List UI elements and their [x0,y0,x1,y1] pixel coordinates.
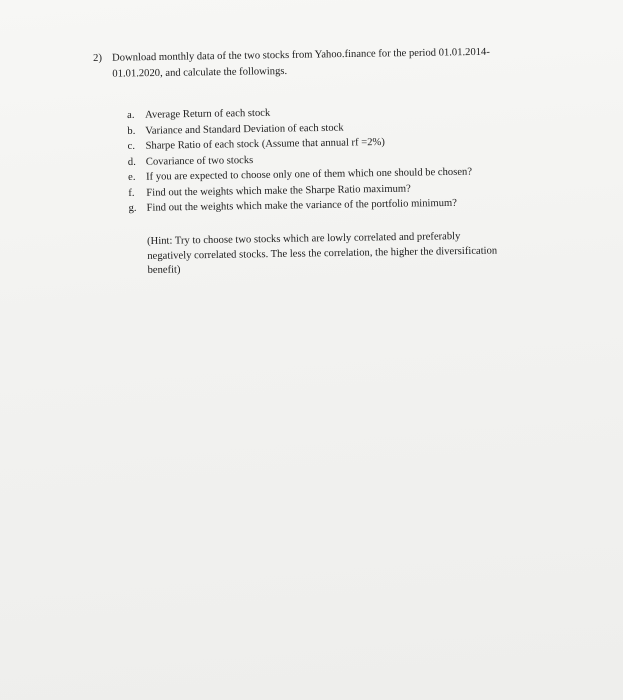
item-text: If you are expected to choose only one of them which one should be chosen? [146,166,473,183]
item-text: Average Return of each stock [145,107,271,121]
item-text: Variance and Standard Deviation of each stock [145,122,344,137]
item-letter: g. [128,202,137,214]
hint-line-1: (Hint: Try to choose two stocks which are lowly correlated and preferably [147,231,461,247]
hint-line-3: benefit) [147,264,181,276]
item-text: Find out the weights which make the variance of the portfolio minimum? [146,197,458,214]
item-text: Covariance of two stocks [145,154,254,168]
item-text: Sharpe Ratio of each stock (Assume that annual rf =2%) [145,136,385,152]
sub-question-list [127,101,549,216]
item-letter: d. [127,156,136,168]
question-block [93,44,563,83]
item-letter: e. [128,171,136,183]
item-letter: b. [127,125,136,137]
item-letter: a. [127,109,135,121]
item-text: Find out the weights which make the Sharpe Ratio maximum? [146,183,411,199]
question-line-2: 01.01.2020, and calculate the followings. [112,65,288,80]
question-text-1: Download monthly data of the two stocks from Yahoo.finance for the period 01.01.2014- [112,46,490,64]
hint-block [147,228,563,278]
hint-line-2: negatively correlated stocks. The less the correlation, the higher the diversification [147,245,498,262]
item-letter: c. [127,140,136,152]
item-letter: f. [128,187,135,199]
question-number: 2) [93,52,103,64]
